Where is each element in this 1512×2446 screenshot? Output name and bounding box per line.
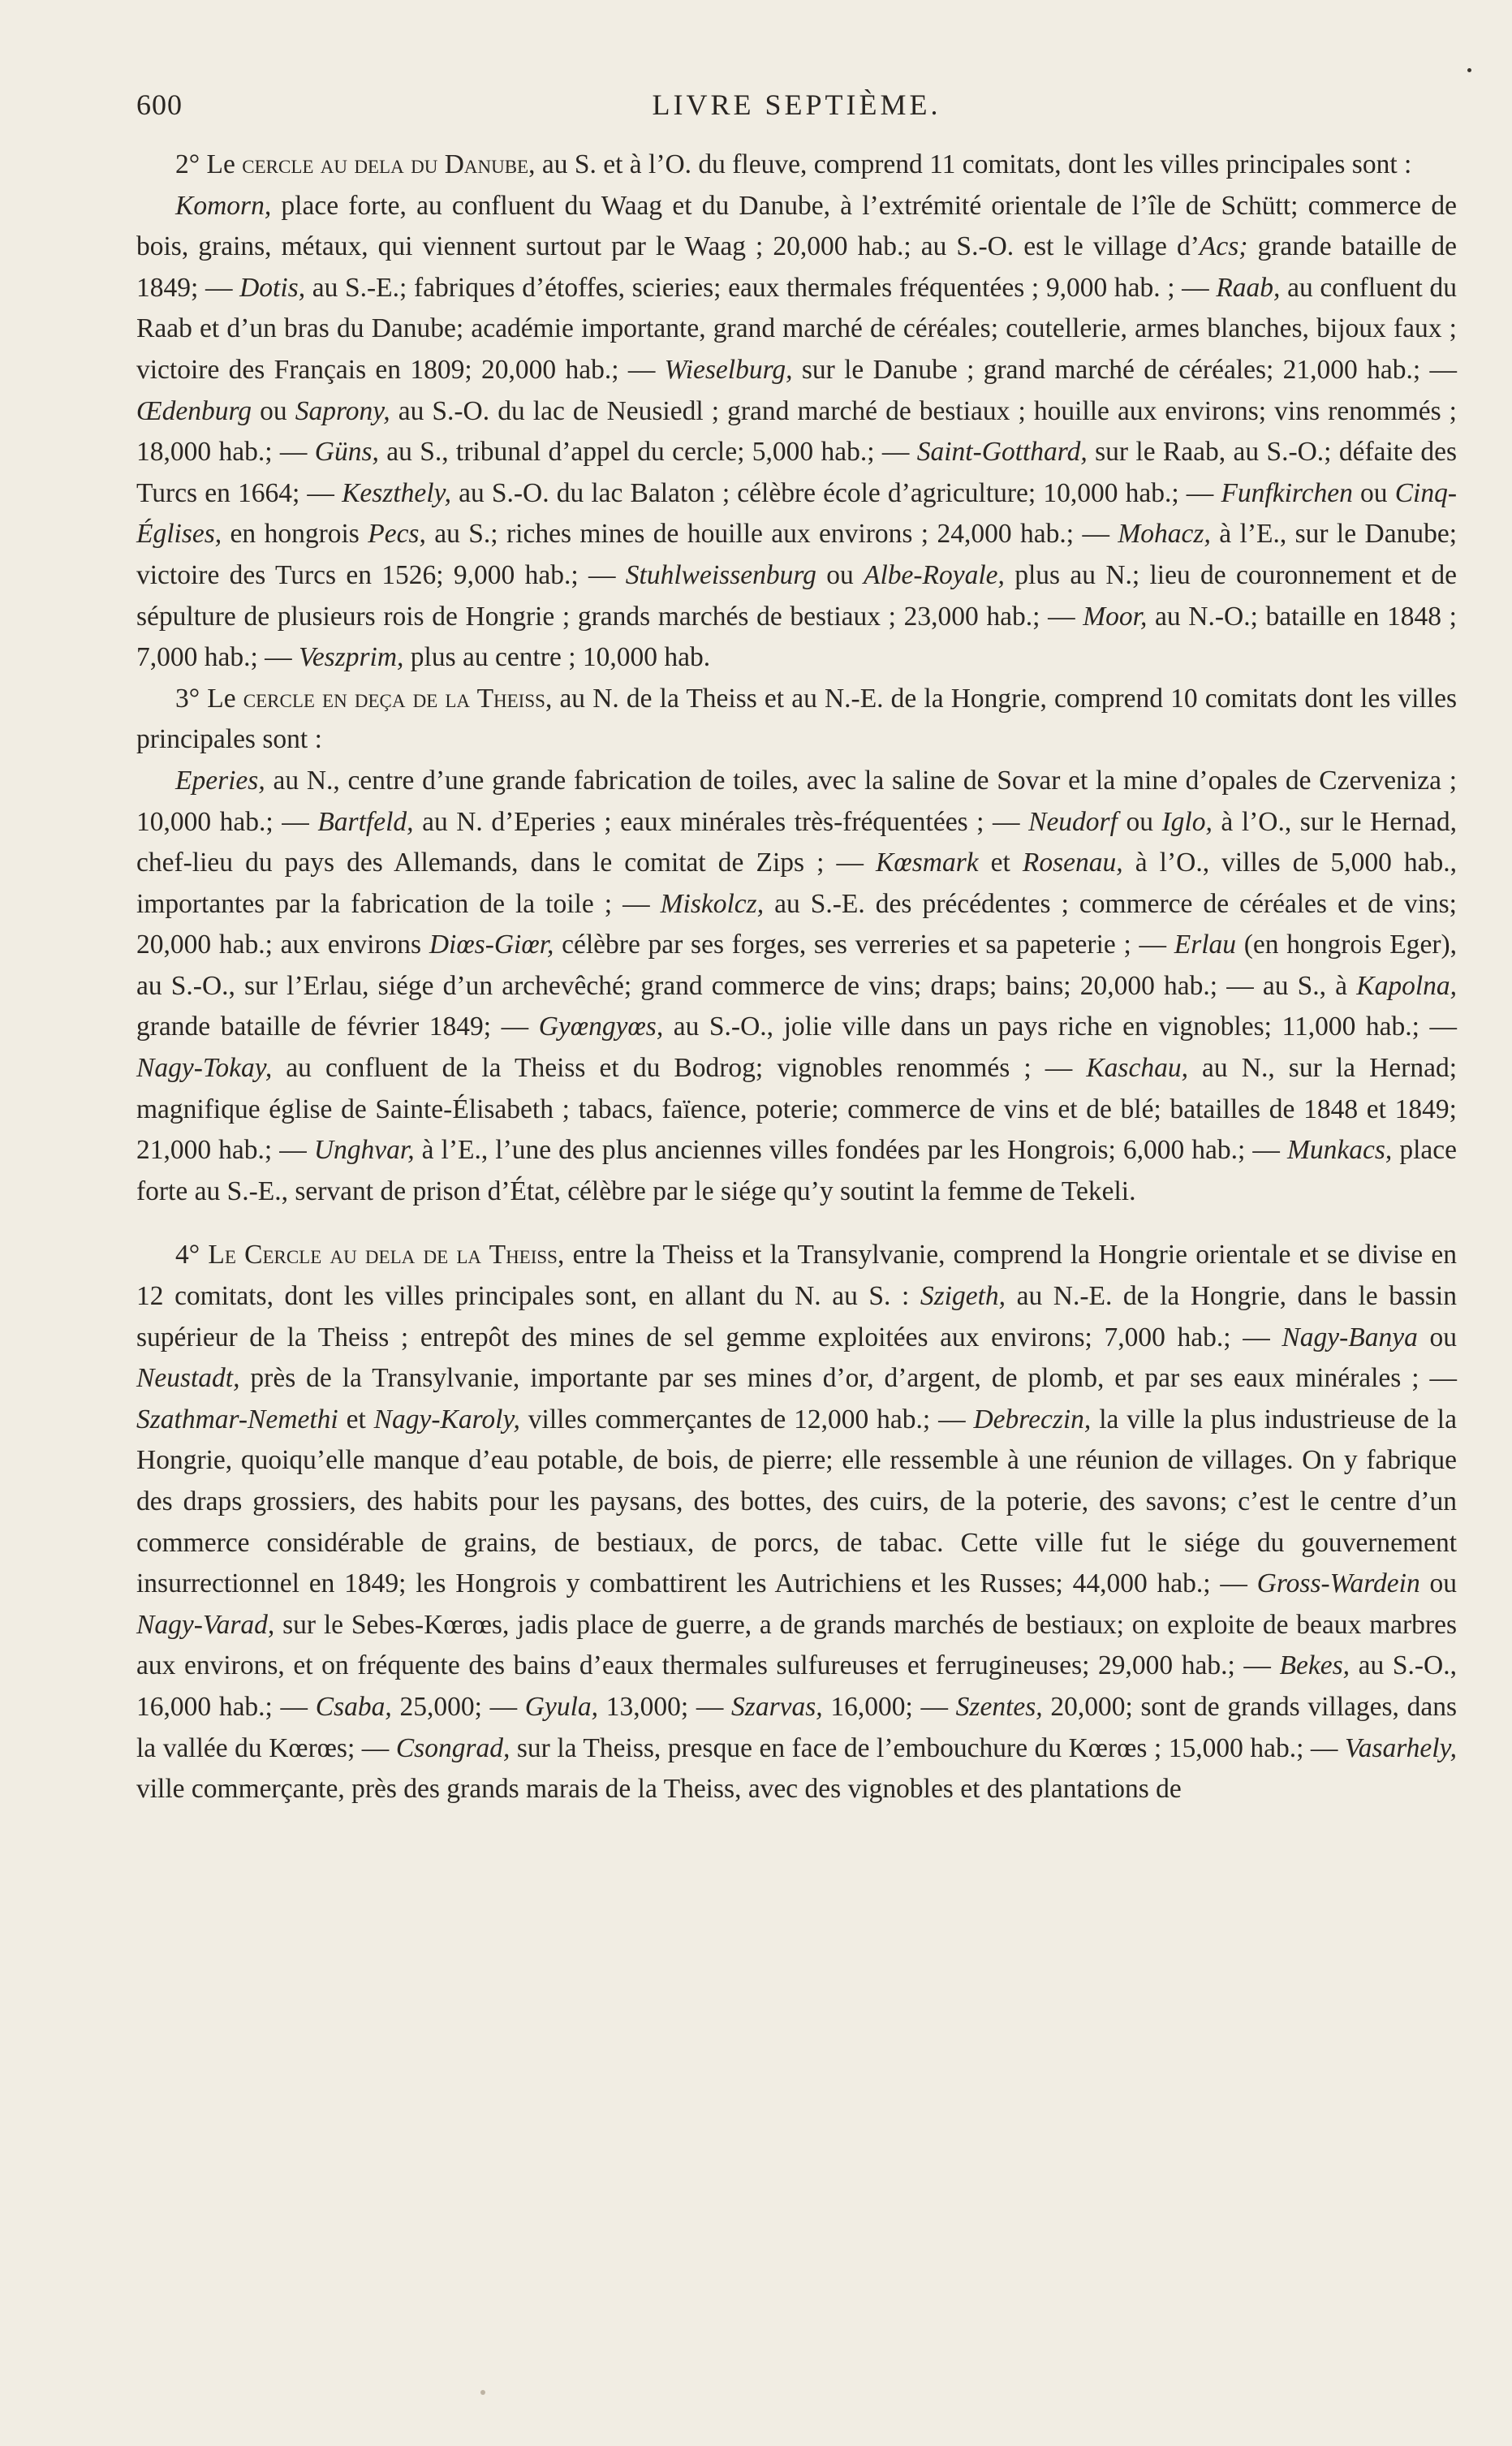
text-run: au S.; riches mines de houille aux environs ; 24,000 hab.; — — [425, 519, 1118, 550]
place-name: Bartfeld, — [317, 806, 414, 837]
text-run: ou — [816, 559, 864, 590]
text-run: Danube — [444, 149, 529, 179]
text-run: sur le Raab, au S.-O.; défaite des Turcs en 1664; — — [136, 437, 1457, 508]
place-name: Saprony, — [295, 395, 390, 426]
place-name: Szentes, — [955, 1691, 1043, 1722]
text-run: célèbre par ses forges, ses verreries et sa papeterie ; — — [554, 930, 1174, 960]
text-run: 25,000; — — [391, 1691, 525, 1722]
place-name: Neustadt, — [136, 1363, 240, 1394]
text-run: à l’E., sur le Danube; victoire des Turcs en 1526; 9,000 hab.; — — [136, 519, 1458, 590]
section-number: 3° — [175, 683, 200, 714]
place-name: Miskolcz, — [660, 888, 765, 919]
main-text — [136, 145, 1457, 1810]
place-name: Csongrad, — [395, 1732, 510, 1763]
place-name: Neudorf — [1028, 806, 1118, 837]
text-run: Le — [200, 683, 243, 714]
text-run: plus au N.; lieu de couronnement et de sépulture de plusieurs rois de Hongrie ; grands marchés de bestiaux ; 23,000 hab.; — — [136, 559, 1457, 632]
place-name: Stuhlweissenburg — [625, 559, 816, 590]
place-name: Komorn, — [175, 190, 272, 221]
place-name: Cinq-Églises, — [136, 477, 1457, 550]
text-run: 16,000; — — [822, 1691, 956, 1722]
text-run: grande bataille de février 1849; — — [136, 1012, 539, 1042]
place-name: Moor, — [1083, 601, 1148, 632]
place-name: Veszprim, — [299, 642, 404, 673]
text-run: sur le Danube ; grand marché de céréales; 21,000 hab.; — — [792, 354, 1457, 385]
place-name: Rosenau, — [1022, 848, 1123, 878]
section-3-intro — [136, 679, 1457, 761]
section-4-paragraph — [136, 1235, 1457, 1810]
text-run: , au S. et à l’O. du fleuve, comprend 11 comitats, dont les villes principales sont : — [528, 149, 1412, 179]
text-run: , au N. de la Theiss et au N.-E. de la Hongrie, comprend 10 comitats dont les villes principales sont : — [136, 683, 1457, 755]
place-name: Gross-Wardein — [1256, 1568, 1420, 1599]
text-run: et — [978, 848, 1023, 878]
text-run: ou — [1417, 1322, 1457, 1352]
place-name: Kaschau, — [1086, 1053, 1188, 1084]
place-name: Raab, — [1216, 272, 1281, 303]
text-run: (en hongrois Eger), au S.-O., sur l’Erlau, siége d’un archevêché; grand commerce de vins; draps; bains; 20,000 hab.; — au S., à — [136, 930, 1458, 1001]
text-run: en hongrois — [222, 519, 368, 550]
text-run: au confluent de la Theiss et du Bodrog; vignobles renommés ; — — [272, 1053, 1087, 1084]
text-run: grande bataille de 1849; — — [136, 231, 1457, 303]
text-run: au confluent du Raab et d’un bras du Danube; académie importante, grand marché de céréales; coutellerie, armes blanches, bijoux faux ; victoire des Français en 1809; 20,000 hab.; — — [136, 272, 1457, 385]
small-caps-text: au dela de la — [321, 1240, 489, 1270]
place-name: Œdenburg — [136, 395, 252, 426]
place-name: Mohacz, — [1118, 519, 1211, 550]
speck-mark — [480, 2390, 485, 2395]
place-name: Funfkirchen — [1221, 477, 1353, 508]
text-run: au S.-E.; fabriques d’étoffes, scieries; eaux thermales fréquentées ; 9,000 hab. ; — — [305, 272, 1217, 303]
text-run: au N. d’Eperies ; eaux minérales très-fréquentées ; — — [413, 806, 1029, 837]
text-run: Theiss — [476, 683, 545, 714]
place-name: Acs; — [1199, 231, 1248, 262]
text-run: ville commerçante, près des grands marais de la Theiss, avec des vignobles et des plantations de — [136, 1774, 1182, 1805]
place-name: Wieselburg, — [664, 354, 793, 385]
text-run: Le Cercle — [200, 1240, 322, 1270]
place-name: Nagy-Karoly, — [373, 1404, 520, 1434]
place-name: Güns, — [314, 437, 379, 468]
small-caps-text: cercle au dela du — [242, 149, 445, 179]
text-run: au N.-E. de la Hongrie, dans le bassin supérieur de la Theiss ; entrepôt des mines de sel gemme exploitées aux environs; 7,000 hab.; — — [136, 1281, 1457, 1352]
text-run: ou — [1419, 1568, 1457, 1599]
place-name: Iglo, — [1161, 806, 1213, 837]
text-run: au S.-O. du lac de Neusiedl ; grand marché de bestiaux ; houille aux environs; vins renommés ; 18,000 hab.; — — [136, 395, 1457, 468]
place-name: Szarvas, — [731, 1691, 823, 1722]
text-run: ou — [1117, 806, 1162, 837]
place-name: Csaba, — [315, 1691, 392, 1722]
text-run: 20,000; sont de grands villages, dans la vallée du Kœrœs; — — [136, 1691, 1458, 1763]
small-caps-text: cercle en deça de la — [243, 683, 477, 714]
place-name: Szigeth, — [920, 1281, 1006, 1312]
text-run: ou — [1352, 477, 1395, 508]
page-header — [136, 88, 1457, 127]
place-name: Kœsmark — [876, 848, 979, 878]
place-name: Keszthely, — [342, 477, 451, 508]
text-run: au S.-O. du lac Balaton ; célèbre école d’agriculture; 10,000 hab.; — — [450, 477, 1221, 508]
place-name: Gyula, — [524, 1691, 599, 1722]
place-name: Vasarhely, — [1344, 1732, 1457, 1763]
text-run: au S.-O., jolie ville dans un pays riche en vignobles; 11,000 hab.; — — [663, 1012, 1457, 1042]
text-run: au N., sur la Hernad; magnifique église de Sainte-Élisabeth ; tabacs, faïence, poterie; commerce de vins et de blé; batailles de 1848 et 1849; 21,000 hab.; — — [136, 1053, 1458, 1166]
text-run: au N.-O.; bataille en 1848 ; 7,000 hab.; — — [136, 601, 1457, 673]
place-name: Unghvar, — [313, 1135, 415, 1166]
place-name: Munkacs, — [1286, 1135, 1393, 1166]
text-run: la ville la plus industrieuse de la Hongrie, quoiqu’elle manque d’eau potable, de bois, de pierre; elle ressemble à une réunion de villages. On y fabrique des draps grossiers, des habits pour les paysans, des bottes, des cuirs, de la poterie, des savons; c’est le centre d’un commerce considérable de grains, de bestiaux, de porcs, de tabac. Cette ville fut le siége du gouvernement insurrectionnel en 1849; les Hongrois y combattirent les Autrichiens et les Russes; 44,000 hab.; — — [136, 1404, 1457, 1599]
place-name: Bekes, — [1279, 1650, 1350, 1681]
place-name: Nagy-Tokay, — [136, 1053, 273, 1084]
text-run: 13,000; — — [598, 1691, 732, 1722]
text-run: , entre la Theiss et la Transylvanie, comprend la Hongrie orientale et se divise en 12 comitats, dont les villes principales sont, en allant du N. au S. : — [136, 1240, 1457, 1312]
text-run: place forte au S.-E., servant de prison d’État, célèbre par le siége qu’y soutint la femme de Tekeli. — [136, 1135, 1457, 1206]
section-number: 4° — [175, 1240, 200, 1270]
place-name: Kapolna, — [1356, 970, 1457, 1001]
text-run: plus au centre ; 10,000 hab. — [403, 642, 711, 673]
section-3-body — [136, 761, 1457, 1213]
text-run: Le — [200, 149, 243, 179]
section-2-intro — [136, 145, 1457, 186]
place-name: Pecs, — [368, 519, 426, 550]
text-run: sur la Theiss, presque en face de l’embouchure du Kœrœs ; 15,000 hab.; — — [510, 1732, 1345, 1763]
place-name: Gyœngyœs, — [538, 1012, 664, 1042]
place-name: Szathmar-Nemethi — [136, 1404, 338, 1434]
running-title: LIVRE SEPTIÈME. — [652, 88, 941, 121]
text-run: ou — [252, 395, 295, 426]
place-name: Albe-Royale, — [864, 559, 1005, 590]
text-run: au S.-E. des précédentes ; commerce de céréales et de vins; 20,000 hab.; aux environs — [136, 888, 1457, 960]
text-run: au N., centre d’une grande fabrication de toiles, avec la saline de Sovar et la mine d’opales de Czerveniza ; 10,000 hab.; — — [136, 765, 1457, 837]
text-run: villes commerçantes de 12,000 hab.; — — [519, 1404, 974, 1434]
text-run: près de la Transylvanie, importante par ses mines d’or, d’argent, de plomb, et par ses eaux minérales ; — — [239, 1363, 1457, 1394]
place-name: Erlau — [1174, 930, 1237, 960]
text-run: à l’O., villes de 5,000 hab., importantes par la fabrication de la toile ; — — [136, 848, 1458, 919]
text-run: et — [338, 1404, 374, 1434]
text-run: au S., tribunal d’appel du cercle; 5,000 hab.; — — [378, 437, 917, 468]
place-name: Eperies, — [175, 765, 265, 796]
text-run: à l’E., l’une des plus anciennes villes fondées par les Hongrois; 6,000 hab.; — — [414, 1135, 1287, 1166]
section-number: 2° — [175, 149, 200, 179]
place-name: Diœs-Giœr, — [429, 930, 554, 960]
section-2-body — [136, 186, 1457, 679]
text-run: sur le Sebes-Kœrœs, jadis place de guerre, a de grands marchés de bestiaux; on exploite de beaux marbres aux environs, et on fréquente des bains d’eaux thermales sulfureuses et ferrugineuses; 29,000 hab.; — — [136, 1609, 1457, 1681]
place-name: Debreczin, — [973, 1404, 1092, 1434]
page-number: 600 — [136, 88, 183, 121]
place-name: Nagy-Varad, — [136, 1609, 275, 1640]
place-name: Saint-Gotthard, — [916, 437, 1088, 468]
text-run: à l’O., sur le Hernad, chef-lieu du pays des Allemands, dans le comitat de Zips ; — — [136, 806, 1457, 878]
place-name: Dotis, — [239, 272, 306, 303]
speck-mark — [1467, 68, 1471, 72]
text-run: place forte, au confluent du Waag et du Danube, à l’extrémité orientale de l’île de Schütt; commerce de bois, grains, métaux, qui viennent surtout par le Waag ; 20,000 hab.; au S.-O. est le village d’ — [136, 190, 1457, 262]
text-run: au S.-O., 16,000 hab.; — — [136, 1650, 1457, 1722]
text-run: Theiss — [489, 1240, 558, 1270]
place-name: Nagy-Banya — [1282, 1322, 1418, 1352]
